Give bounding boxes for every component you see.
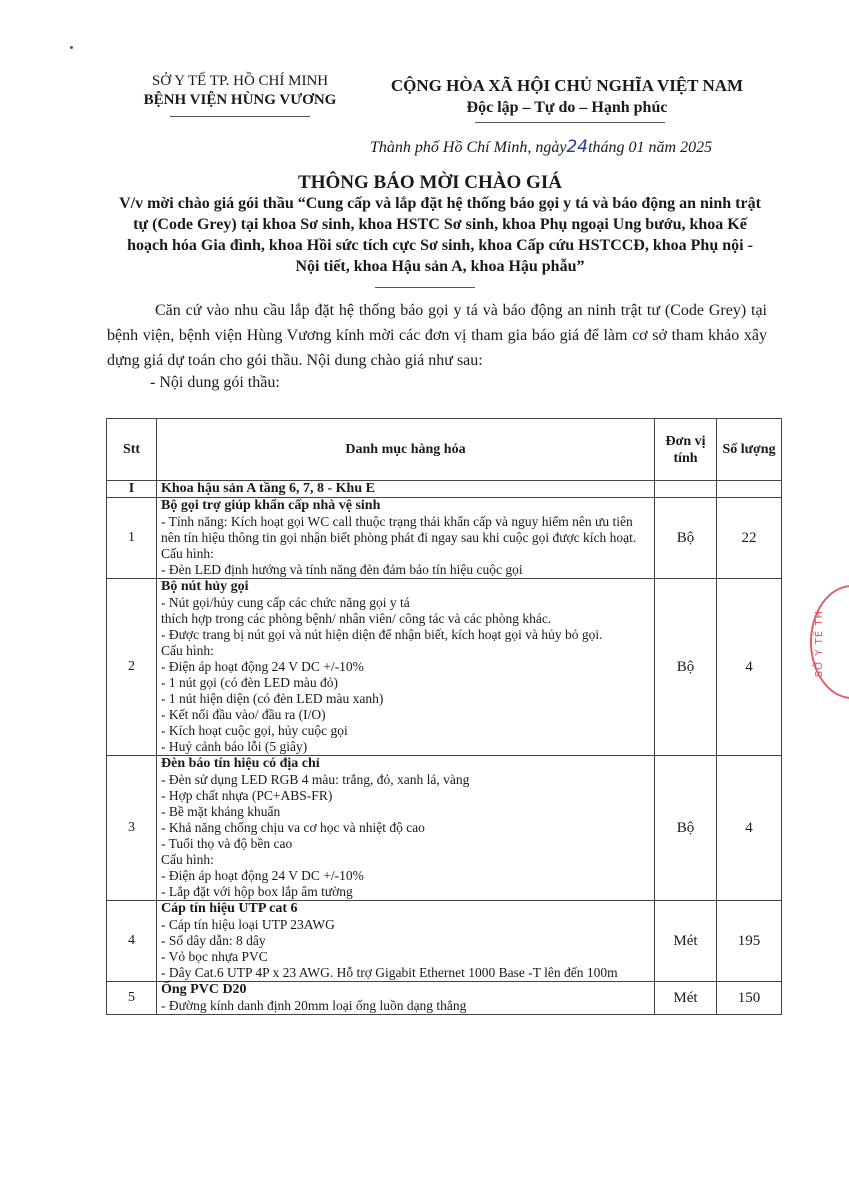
issuer-hospital: BỆNH VIỆN HÙNG VƯƠNG — [143, 92, 337, 108]
item-spec-line: Cấu hình: — [161, 643, 214, 658]
header-stt: Stt — [107, 419, 157, 481]
section-qty-empty — [717, 481, 782, 498]
item-spec-line: - Điện áp hoạt động 24 V DC +/-10% — [161, 868, 364, 883]
scan-speck — [70, 46, 73, 49]
item-spec-line: - Kích hoạt cuộc gọi, hủy cuộc gọi — [161, 723, 348, 738]
date-prefix: Thành phố Hồ Chí Minh, ngày — [370, 139, 567, 156]
row-number: 3 — [107, 756, 157, 901]
row-number: 1 — [107, 498, 157, 579]
item-name: Ống PVC D20 — [161, 982, 247, 997]
country-name: CỘNG HÒA XÃ HỘI CHỦ NGHĨA VIỆT NAM — [390, 76, 744, 95]
section-number: I — [107, 481, 157, 498]
row-description — [157, 901, 655, 982]
document-date — [370, 137, 770, 157]
item-name: Bộ nút hủy gọi — [161, 579, 249, 594]
item-spec-line: - Được trang bị nút gọi và nút hiện diện để nhận biết, kích hoạt gọi và hủy bỏ gọi. — [161, 627, 603, 642]
row-description — [157, 498, 655, 579]
subject-underline — [375, 287, 475, 288]
item-spec-line: - Bề mặt kháng khuẩn — [161, 804, 281, 819]
table-row — [107, 901, 782, 982]
row-unit: Bộ — [655, 498, 717, 579]
item-spec-line: - Tính năng: Kích hoạt gọi WC call thuộc trạng thái khẩn cấp và nguy hiểm nên ưu tiên nên tín hiệu thông tin gọi nhận biết phòng phát đi ngay sau khi cuộc gọi được kích hoạt. — [161, 514, 637, 545]
item-spec-line: - Hợp chất nhựa (PC+ABS-FR) — [161, 788, 333, 803]
row-number: 2 — [107, 579, 157, 756]
item-spec-line: - Khả năng chống chịu va cơ học và nhiệt độ cao — [161, 820, 425, 835]
issuer-block — [120, 72, 360, 110]
row-quantity: 22 — [717, 498, 782, 579]
row-quantity: 150 — [717, 982, 782, 1015]
intro-paragraph: Căn cứ vào nhu cầu lắp đặt hệ thống báo gọi y tá và báo động an ninh trật tư (Code Grey) tại bệnh viện, bệnh viện Hùng Vương kính mời các đơn vị tham gia báo giá để làm cơ sở tham khảo xây dựng giá dự toán cho gói thầu. Nội dung chào giá như sau: — [107, 302, 767, 369]
section-unit-empty — [655, 481, 717, 498]
item-spec-line: - 1 nút hiện diện (có đèn LED màu xanh) — [161, 691, 384, 706]
header-item: Danh mục hàng hóa — [157, 419, 655, 481]
date-suffix: tháng 01 năm 2025 — [588, 139, 713, 156]
item-spec-line: - Đèn LED định hướng và tính năng đèn đảm bảo tín hiệu cuộc gọi — [161, 562, 523, 577]
issuer-underline — [170, 116, 310, 117]
motto-underline — [475, 122, 665, 123]
table-row — [107, 579, 782, 756]
item-spec-line: - Tuổi thọ và độ bền cao — [161, 836, 293, 851]
item-spec-line: - Dây Cat.6 UTP 4P x 23 AWG. Hỗ trợ Gigabit Ethernet 1000 Base -T lên đến 100m — [161, 965, 618, 980]
row-quantity: 4 — [717, 579, 782, 756]
item-spec-line: - Huỷ cảnh báo lỗi (5 giây) — [161, 739, 308, 754]
item-name: Đèn báo tín hiệu có địa chỉ — [161, 756, 320, 771]
document-subject: V/v mời chào giá gói thầu “Cung cấp và lắp đặt hệ thống báo gọi y tá và báo động an ninh trật tự (Code Grey) tại khoa Sơ sinh, khoa HSTC Sơ sinh, khoa Phụ ngoại Ung bướu, khoa Kế hoạch hóa Gia đình, khoa Hồi sức tích cực Sơ sinh, khoa Cấp cứu HSTCCĐ, khoa Phụ nội - Nội tiết, khoa Hậu sản A, khoa Hậu phẫu” — [119, 195, 761, 275]
item-name: Cáp tín hiệu UTP cat 6 — [161, 901, 298, 916]
row-quantity: 195 — [717, 901, 782, 982]
header-qty: Số lượng — [717, 419, 782, 481]
item-spec-line: - Nút gọi/hủy cung cấp các chức năng gọi y tá — [161, 595, 410, 610]
item-spec-line: - Đèn sử dụng LED RGB 4 màu: trắng, đỏ, xanh lá, vàng — [161, 772, 470, 787]
item-spec-line: - Kết nối đầu vào/ đầu ra (I/O) — [161, 707, 326, 722]
item-spec-line: Cấu hình: — [161, 852, 214, 867]
row-unit: Bộ — [655, 579, 717, 756]
document-title: THÔNG BÁO MỜI CHÀO GIÁ — [298, 172, 562, 193]
section-label: Khoa hậu sản A tầng 6, 7, 8 - Khu E — [157, 481, 655, 498]
table-row — [107, 982, 782, 1015]
item-spec-line: - Đường kính danh định 20mm loại ống luồn dạng thẳng — [161, 998, 467, 1013]
motto: Độc lập – Tự do – Hạnh phúc — [466, 99, 668, 116]
item-name: Bộ gọi trợ giúp khẩn cấp nhà vệ sinh — [161, 498, 381, 513]
header-unit: Đơn vị tính — [655, 419, 717, 481]
row-unit: Mét — [655, 982, 717, 1015]
national-motto-block — [362, 75, 772, 119]
table-row — [107, 498, 782, 579]
item-spec-line: - Vỏ bọc nhựa PVC — [161, 949, 268, 964]
item-spec-line: - Điện áp hoạt động 24 V DC +/-10% — [161, 659, 364, 674]
row-description — [157, 756, 655, 901]
table-row — [107, 756, 782, 901]
issuer-department: SỞ Y TẾ TP. HỒ CHÍ MINH — [151, 73, 329, 89]
table-header-row — [107, 419, 782, 481]
row-description — [157, 982, 655, 1015]
section-row — [107, 481, 782, 498]
row-number: 4 — [107, 901, 157, 982]
row-number: 5 — [107, 982, 157, 1015]
row-unit: Mét — [655, 901, 717, 982]
item-spec-line: - Cáp tín hiệu loại UTP 23AWG — [161, 917, 335, 932]
goods-table — [106, 418, 782, 1015]
item-spec-line: thích hợp trong các phòng bệnh/ nhân viên/ công tác và các phòng khác. — [161, 611, 552, 626]
row-description — [157, 579, 655, 756]
row-quantity: 4 — [717, 756, 782, 901]
item-spec-line: - Lắp đặt với hộp box lắp âm tường — [161, 884, 353, 899]
item-spec-line: - Số dây dẫn: 8 dây — [161, 933, 266, 948]
item-spec-line: - 1 nút gọi (có đèn LED màu đỏ) — [161, 675, 338, 690]
date-day-handwritten: 24 — [566, 137, 589, 157]
package-content-label: - Nội dung gói thầu: — [150, 374, 280, 391]
row-unit: Bộ — [655, 756, 717, 901]
item-spec-line: Cấu hình: — [161, 546, 214, 561]
stamp-lettering: SỞ Y TẾ TH — [814, 610, 825, 678]
